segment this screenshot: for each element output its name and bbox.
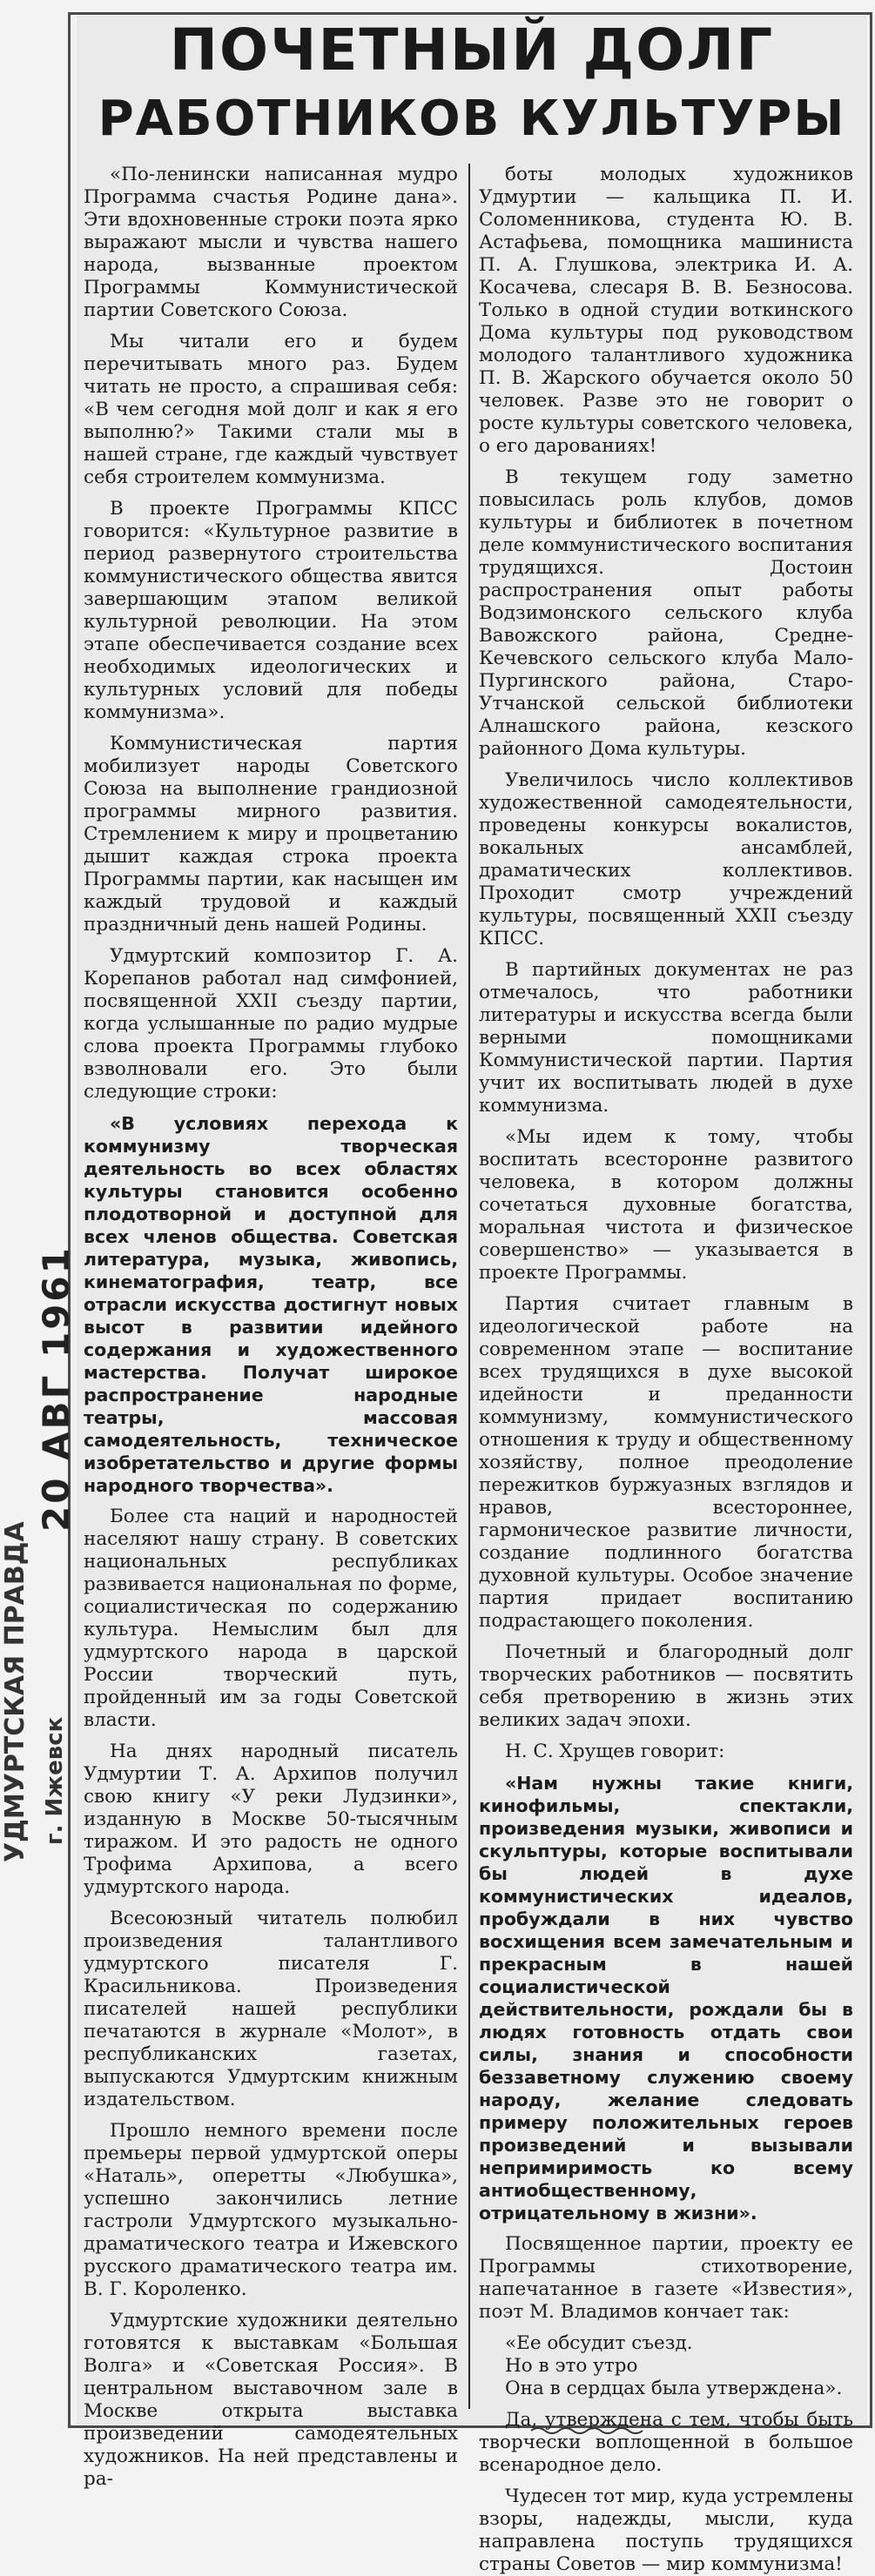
paragraph: Посвященное партии, проекту ее Программы стихотворение, напечатанное в газете «Известия», поэт М. Владимов кончает так: (479, 2233, 853, 2323)
paragraph: Партия считает главным в идеологической работе на современном этапе — воспитание всех трудящихся в духе высокой идейности и преданности коммунизму, коммунистического отношения к труду и общественному хозяйству, полное преодоление пережитков буржуазных взглядов и нравов, всестороннее, гармоническое развитие личности, создание подлинного богатства духовной культуры. Особое значение партия придает воспитанию подрастающего поколения. (479, 1293, 853, 1632)
stamp-newspaper: УДМУРТСКАЯ ПРАВДА (0, 1521, 30, 1862)
paragraph: В текущем году заметно повысилась роль клубов, домов культуры и библиотек в почетном деле коммунистического воспитания трудящихся. Достоин распространения опыт работы Водзимонского сельского клуба Вавожского района, Средне-Кечевского сельского клуба Мало-Пургинского района, Старо-Утчанской сельской библиотеки Алнашского района, кезского районного Дома культуры. (479, 466, 853, 760)
paragraph: Прошло немного времени после премьеры первой удмуртской оперы «Наталь», оперетты «Любушка», успешно закончились летние гастроли Удмуртского музыкально-драматического театра и Ижевского русского драматического театра им. В. Г. Короленко. (84, 2120, 458, 2300)
stamp-date: 20 АВГ 1961 (35, 1245, 77, 1532)
poem-line: Она в сердцах была утверждена». (505, 2378, 843, 2399)
paragraph: Удмуртский композитор Г. А. Корепанов работал над симфонией, посвященной XXII съезду партии, когда услышанные по радио мудрые слова проекта Программы глубоко взволновали его. Это были следующие строки: (84, 945, 458, 1103)
right-column (479, 164, 853, 2575)
column-divider (468, 164, 470, 2409)
left-column (84, 164, 458, 2490)
paragraph: Всесоюзный читатель полюбил произведения талантливого удмуртского писателя Г. Красильникова. Произведения писателей нашей республики печатаются в журнале «Молот», в республиканских газетах, выпускаются Удмуртским книжным издательством. (84, 1908, 458, 2110)
paragraph: Да, утверждена с тем, чтобы быть творчески воплощенной в большое всенародное дело. (479, 2409, 853, 2476)
paragraph: Н. С. Хрущев говорит: (505, 1741, 725, 1762)
paragraph: Почетный и благородный долг творческих работников — посвятить себя претворению в жизнь этих великих задач эпохи. (479, 1641, 853, 1731)
headline-line-2: РАБОТНИКОВ КУЛЬТУРЫ (98, 91, 846, 147)
poem-line: «Ее обсудит съезд. (505, 2332, 693, 2354)
paragraph: В партийных документах не раз отмечалось, что работники литературы и искусства всегда были верными помощниками Коммунистической партии. Партия учит их воспитывать людей в духе коммунизма. (479, 959, 853, 1117)
paragraph: В проекте Программы КПСС говорится: «Культурное развитие в период развернутого строительства коммунистического общества явится завершающим этапом великой культурной революции. На этом этапе обеспечивается создание всех необходимых идеологических и культурных условий для победы коммунизма». (84, 498, 458, 723)
paragraph: Удмуртские художники деятельно готовятся к выставкам «Большая Волга» и «Советская Россия». В центральном выставочном зале в Москве открыта выставка произведений самодеятельных художников. На ней представлены и ра- (84, 2310, 458, 2490)
stamp-city: г. Ижевск (42, 1716, 68, 1845)
paragraph: «Мы идем к тому, чтобы воспитать всесторонне развитого человека, в котором должны сочетаться духовные богатства, моральная чистота и физическое совершенство» — указывается в проекте Программы. (479, 1126, 853, 1284)
paragraph: Увеличилось число коллективов художественной самодеятельности, проведены конкурсы вокалистов, вокальных ансамблей, драматических коллективов. Проходит смотр учреждений культуры, посвященный XXII съезду КПСС. (479, 769, 853, 949)
poem-line: Но в это утро (505, 2355, 638, 2377)
paragraph: боты молодых художников Удмуртии — кальщика П. И. Соломенникова, студента Ю. В. Астафьева, помощника машиниста П. А. Глушкова, электрика И. А. Косачева, слесаря В. В. Безносова. Только в одной студии воткинского Дома культуры под руководством молодого талантливого художника П. В. Жарского обучается около 50 человек. Разве это не говорит о росте культуры советского человека, о его дарованиях! (479, 164, 853, 457)
paragraph: Более ста наций и народностей населяют нашу страну. В советских национальных республиках развивается национальная по форме, социалистическая по содержанию культура. Немыслим был для удмуртского народа в царской России творческий путь, пройденный им за годы Советской власти. (84, 1506, 458, 1731)
newspaper-clipping (77, 16, 867, 2575)
paragraph: Чудесен тот мир, куда устремлены взоры, надежды, мысли, куда направлена поступь трудящихся страны Советов — мир коммунизма! (479, 2485, 853, 2575)
paragraph: «По-ленински написанная мудро Программа счастья Родине дана». Эти вдохновенные строки поэта ярко выражают мысли и чувства нашего народа, вызванные проектом Программы Коммунистической партии Советского Союза. (84, 164, 458, 321)
program-quote: «В условиях перехода к коммунизму творческая деятельность во всех областях культуры становится особенно плодотворной и доступной для всех членов общества. Советская литература, музыка, живопись, кинематография, театр, все отрасли искусства достигнут новых высот в развитии идейного содержания и художественного мастерства. Получат широкое распространение народные театры, массовая самодеятельность, техническое изобретательство и другие формы народного творчества». (84, 1113, 458, 1496)
end-ornament (529, 2425, 651, 2437)
paragraph: Коммунистическая партия мобилизует народы Советского Союза на выполнение грандиозной программы мирного развития. Стремлением к миру и процветанию дышит каждая строка проекта Программы партии, как насыщен им каждый трудовой и каждый праздничный день нашей Родины. (84, 733, 458, 936)
headline-line-1: ПОЧЕТНЫЙ ДОЛГ (169, 17, 775, 84)
paragraph: На днях народный писатель Удмуртии Т. А. Архипов получил свою книгу «У реки Лудзинки», изданную в Москве 50-тысячным тиражом. И это радость не одного Трофима Архипова, а всего удмуртского народа. (84, 1741, 458, 1898)
khrushchev-quote: «Нам нужны такие книги, кинофильмы, спектакли, произведения музыки, живописи и скульптуры, которые воспитывали бы людей в духе коммунистических идеалов, пробуждали в них чувство восхищения всем замечательным и прекрасным в нашей социалистической действительности, рождали бы в людях готовность отдать свои силы, знания и способности беззаветному служению своему народу, желание следовать примеру положительных героев произведений и вызывали непримиримость ко всему антиобщественному, отрицательному в жизни». (479, 1773, 853, 2224)
paragraph: Мы читали его и будем перечитывать много раз. Будем читать не просто, а спрашивая себя: «В чем сегодня мой долг и как я его выполню?» Такими стали мы в нашей стране, где каждый чувствует себя строителем коммунизма. (84, 331, 458, 488)
